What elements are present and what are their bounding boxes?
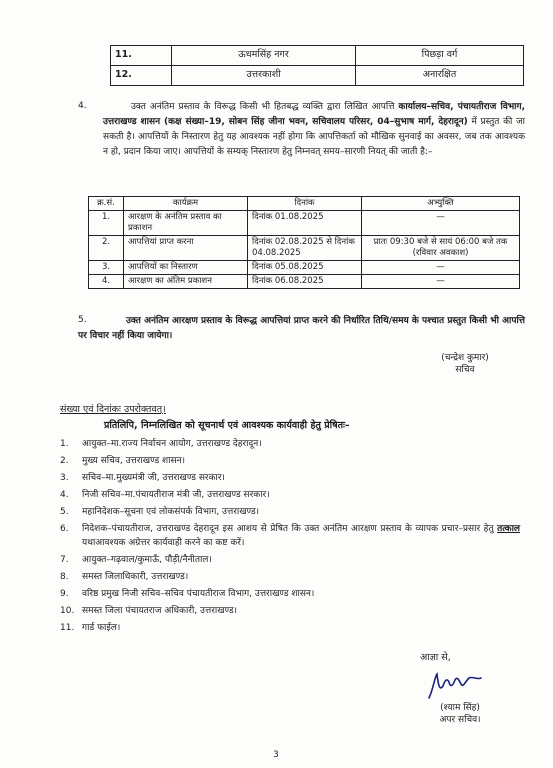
objection-address: कार्यालय–सचिव, पंचायतीराज विभाग, उत्तराखण्ड शासन (कक्ष संख्या–19, सोबन सिंह जीना भवन, सचिवालय परिसर, 04–सुभाष मार्ग, देहरादून) — [103, 102, 525, 127]
list-text: यथाआवश्यक अग्रेत्तर कार्यवाही करने का कष्ट करें। — [82, 538, 245, 548]
signatory-name: (चन्द्रेश कुमार) — [441, 353, 489, 363]
row-number: 11. — [111, 46, 172, 66]
date-cell: दिनांक 06.08.2025 — [248, 275, 362, 289]
list-number: 10. — [60, 606, 75, 616]
list-text: वरिष्ठ प्रमुख निजी सचिव–सचिव पंचायतीराज विभाग, उत्तराखण्ड शासन। — [82, 589, 315, 599]
remark-cell: प्रातः 09:30 बजे से सायं 06:00 बजे तक (रविवार अवकाश) — [362, 236, 520, 261]
header-serial: क्र.सं. — [89, 197, 124, 211]
list-number: 7. — [60, 555, 69, 565]
para4-number: 4. — [78, 101, 87, 111]
program-cell: आरक्षण का अंतिम प्रकाशन — [124, 275, 248, 289]
remark-cell: — — [362, 211, 520, 236]
list-number: 6. — [60, 524, 69, 534]
row-number: 2. — [89, 236, 124, 261]
list-item — [60, 505, 520, 519]
list-text: सचिव–मा.मुख्यमंत्री जी, उत्तराखण्ड सरकार। — [82, 473, 225, 483]
program-cell: आरक्षण के अनंतिम प्रस्ताव का प्रकाशन — [124, 211, 248, 236]
table-header-row — [89, 197, 520, 211]
list-number: 11. — [60, 623, 75, 633]
signatory-designation: अपर सचिव। — [439, 715, 481, 726]
remark-cell: — — [362, 275, 520, 289]
date-cell: दिनांक 01.08.2025 — [248, 211, 362, 236]
list-number: 1. — [60, 439, 69, 449]
para5-number: 5. — [78, 315, 87, 325]
list-number: 4. — [60, 490, 69, 500]
table-row — [89, 275, 520, 289]
list-text: महानिदेशक–सूचना एवं लोकसंपर्क विभाग, उत्तराखण्ड। — [82, 507, 260, 517]
header-program: कार्यक्रम — [124, 197, 248, 211]
row-number: 1. — [89, 211, 124, 236]
copy-intro: प्रतिलिपि, निम्नलिखित को सूचनार्थ एवं आवश्यक कार्यवाही हेतु प्रेषितः– — [104, 420, 350, 431]
list-text: मुख्य सचिव, उत्तराखण्ड शासन। — [82, 456, 186, 466]
district-cell: ऊधमसिंह नगर — [172, 46, 356, 66]
list-item — [60, 553, 520, 567]
list-item — [60, 488, 520, 502]
list-number: 3. — [60, 473, 69, 483]
list-item — [60, 621, 520, 635]
copy-recipient-list — [60, 437, 520, 638]
table-row — [111, 66, 524, 86]
page-number: 3 — [273, 750, 279, 760]
list-item — [60, 454, 520, 468]
list-item — [60, 437, 520, 451]
reference-line: संख्या एवं दिनांकः उपरोक्तवत्। — [60, 404, 166, 415]
remark-cell: — — [362, 261, 520, 275]
list-item — [60, 522, 520, 550]
list-text: गार्ड फाईल। — [82, 623, 121, 633]
category-cell: पिछड़ा वर्ग — [356, 46, 524, 66]
district-cell: उत्तरकाशी — [172, 66, 356, 86]
header-remark: अभ्युक्ति — [362, 197, 520, 211]
date-cell: दिनांक 02.08.2025 से दिनांक 04.08.2025 — [248, 236, 362, 261]
list-item — [60, 604, 520, 618]
list-number: 5. — [60, 507, 69, 517]
signatory-designation: सचिव — [455, 365, 475, 376]
row-number: 3. — [89, 261, 124, 275]
list-item — [60, 570, 520, 584]
para4-rest: में प्रस्तुत की जा सकती है। आपत्तियों के निस्तारण हेतु यह आवश्यक नहीं होगा कि आपत्तिकर्ता को मौखिक सुनवाई का अवसर, जब तक आवश्यक न हो, प्रदान किया जाए। आपत्तियों के सम्यक् निस्तारण हेतु निम्नवत् समय–सारणी नियत् की जाती है:– — [103, 117, 525, 157]
list-text: आयुक्त–गढ़वाल/कुमाऊँ, पौड़ी/नैनीताल। — [82, 555, 212, 565]
para4-text — [103, 100, 525, 160]
reservation-category-table — [110, 45, 524, 86]
table-row — [89, 236, 520, 261]
list-number: 2. — [60, 456, 69, 466]
list-number: 8. — [60, 572, 69, 582]
list-text: समस्त जिलाधिकारी, उत्तराखण्ड। — [82, 572, 189, 582]
schedule-table — [88, 196, 520, 289]
date-cell: दिनांक 05.08.2025 — [248, 261, 362, 275]
emphasis-word: तत्काल — [497, 524, 520, 534]
by-order-text: आज्ञा से, — [420, 652, 451, 663]
list-item — [60, 587, 520, 601]
row-number: 12. — [111, 66, 172, 86]
para4-intro: उक्त अनंतिम प्रस्ताव के विरूद्ध किसी भी हितबद्ध व्यक्ति द्वारा लिखित आपत्ति — [131, 102, 399, 112]
table-row — [111, 46, 524, 66]
program-cell: आपत्तियां प्राप्त करना — [124, 236, 248, 261]
table-row — [89, 261, 520, 275]
list-text: निदेशक–पंचायतीराज, उत्तराखण्ड देहरादून इस आशय से प्रेषित कि उक्त अनंतिम आरक्षण प्रस्ताव के व्यापक प्रचार–प्रसार हेतु — [82, 524, 498, 534]
signatory-name: (श्याम सिंह) — [440, 703, 480, 713]
para5-text: उक्त अनंतिम आरक्षण प्रस्ताव के विरूद्ध आपत्तियां प्राप्त करने की निर्धारित तिथि/समय के पश्चात प्रस्तुत किसी भी आपत्ति पर विचार नहीं किया जायेगा। — [78, 316, 525, 341]
list-item — [60, 471, 520, 485]
list-number: 9. — [60, 589, 69, 599]
list-text: समस्त जिला पंचायतराज अधिकारी, उत्तराखण्ड। — [82, 606, 238, 616]
program-cell: आपत्तियों का निस्तारण — [124, 261, 248, 275]
handwritten-signature — [425, 668, 485, 704]
signature-block-secretary — [410, 352, 520, 376]
table-row — [89, 211, 520, 236]
list-text: निजी सचिव–मा.पंचायतीराज मंत्री जी, उत्तराखण्ड सरकार। — [82, 490, 270, 500]
header-date: दिनांक — [248, 197, 362, 211]
category-cell: अनारक्षित — [356, 66, 524, 86]
signature-block-additional-secretary — [405, 702, 515, 726]
row-number: 4. — [89, 275, 124, 289]
list-text: आयुक्त–मा.राज्य निर्वाचन आयोग, उत्तराखण्ड देहरादून। — [82, 439, 262, 449]
